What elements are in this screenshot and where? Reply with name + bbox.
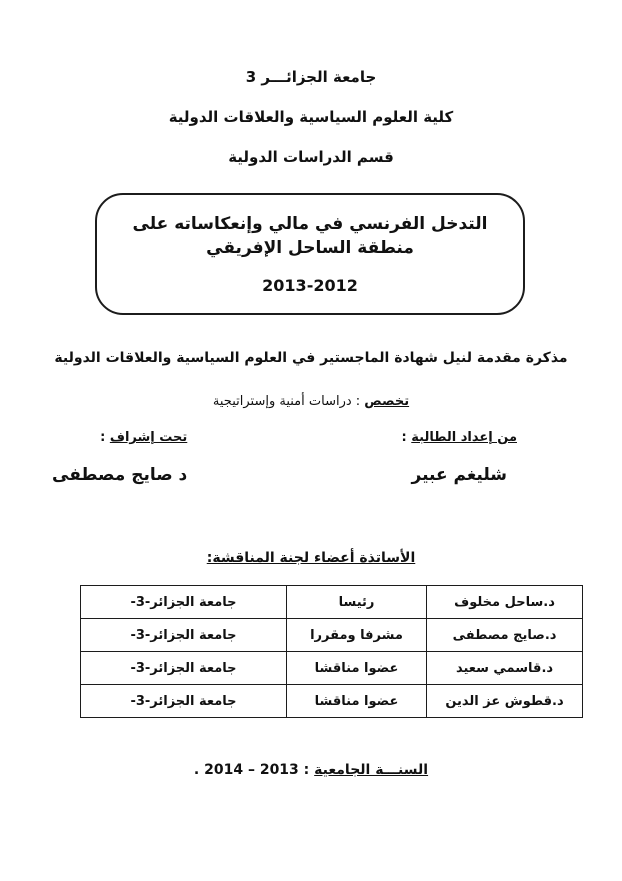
academic-year-line xyxy=(0,762,622,778)
table-row xyxy=(81,652,583,685)
table-row xyxy=(81,685,583,718)
prepared-by-label-text: من إعداد الطالبة xyxy=(411,430,517,445)
member-role: عضوا مناقشا xyxy=(287,652,427,685)
committee-table xyxy=(80,585,583,718)
member-role: عضوا مناقشا xyxy=(287,685,427,718)
committee-heading xyxy=(0,550,622,566)
member-name: د.قاسمي سعيد xyxy=(427,652,583,685)
member-name: د.صايج مصطفى xyxy=(427,619,583,652)
committee-heading-text: الأساتذة أعضاء لجنة المناقشة: xyxy=(206,550,416,566)
university-name: جامعة الجزائـــر 3 xyxy=(245,68,377,86)
student-name: شليغم عبير xyxy=(411,465,508,485)
member-role: مشرفا ومقررا xyxy=(287,619,427,652)
thesis-title-box xyxy=(95,193,525,315)
supervisor-name: د صايج مصطفى xyxy=(52,465,188,485)
supervisor-colon: : xyxy=(100,430,110,445)
specialization-value: : دراسات أمنية وإستراتيجية xyxy=(212,394,365,409)
prepared-by-column xyxy=(402,430,517,485)
table-row xyxy=(81,586,583,619)
member-name: د.ساحل مخلوف xyxy=(427,586,583,619)
prepared-by-colon: : xyxy=(401,430,412,445)
member-university: جامعة الجزائر-3- xyxy=(81,685,287,718)
member-university: جامعة الجزائر-3- xyxy=(81,586,287,619)
department-name: قسم الدراسات الدولية xyxy=(228,148,394,166)
supervisor-label xyxy=(100,430,187,445)
member-university: جامعة الجزائر-3- xyxy=(81,619,287,652)
thesis-title: التدخل الفرنسي في مالي وإنعكاساته على منطقة الساحل الإفريقي xyxy=(132,213,488,258)
member-role: رئيسا xyxy=(287,586,427,619)
faculty-name: كلية العلوم السياسية والعلاقات الدولية xyxy=(168,108,454,126)
thesis-years: 2013-2012 xyxy=(262,276,358,296)
member-name: د.قطوش عز الدين xyxy=(427,685,583,718)
supervisor-label-text: تحت إشراف xyxy=(109,430,188,445)
academic-year-value: : 2013 – 2014 . xyxy=(193,762,315,778)
prepared-by-label xyxy=(402,430,517,445)
specialization-line xyxy=(0,394,622,409)
table-row xyxy=(81,619,583,652)
academic-year-label: السنـــة الجامعية xyxy=(314,762,429,778)
member-university: جامعة الجزائر-3- xyxy=(81,652,287,685)
supervisor-column xyxy=(52,430,187,485)
thesis-statement: مذكرة مقدمة لنيل شهادة الماجستير في العلوم السياسية والعلاقات الدولية xyxy=(54,350,568,366)
specialization-label: تخصص xyxy=(364,394,410,409)
